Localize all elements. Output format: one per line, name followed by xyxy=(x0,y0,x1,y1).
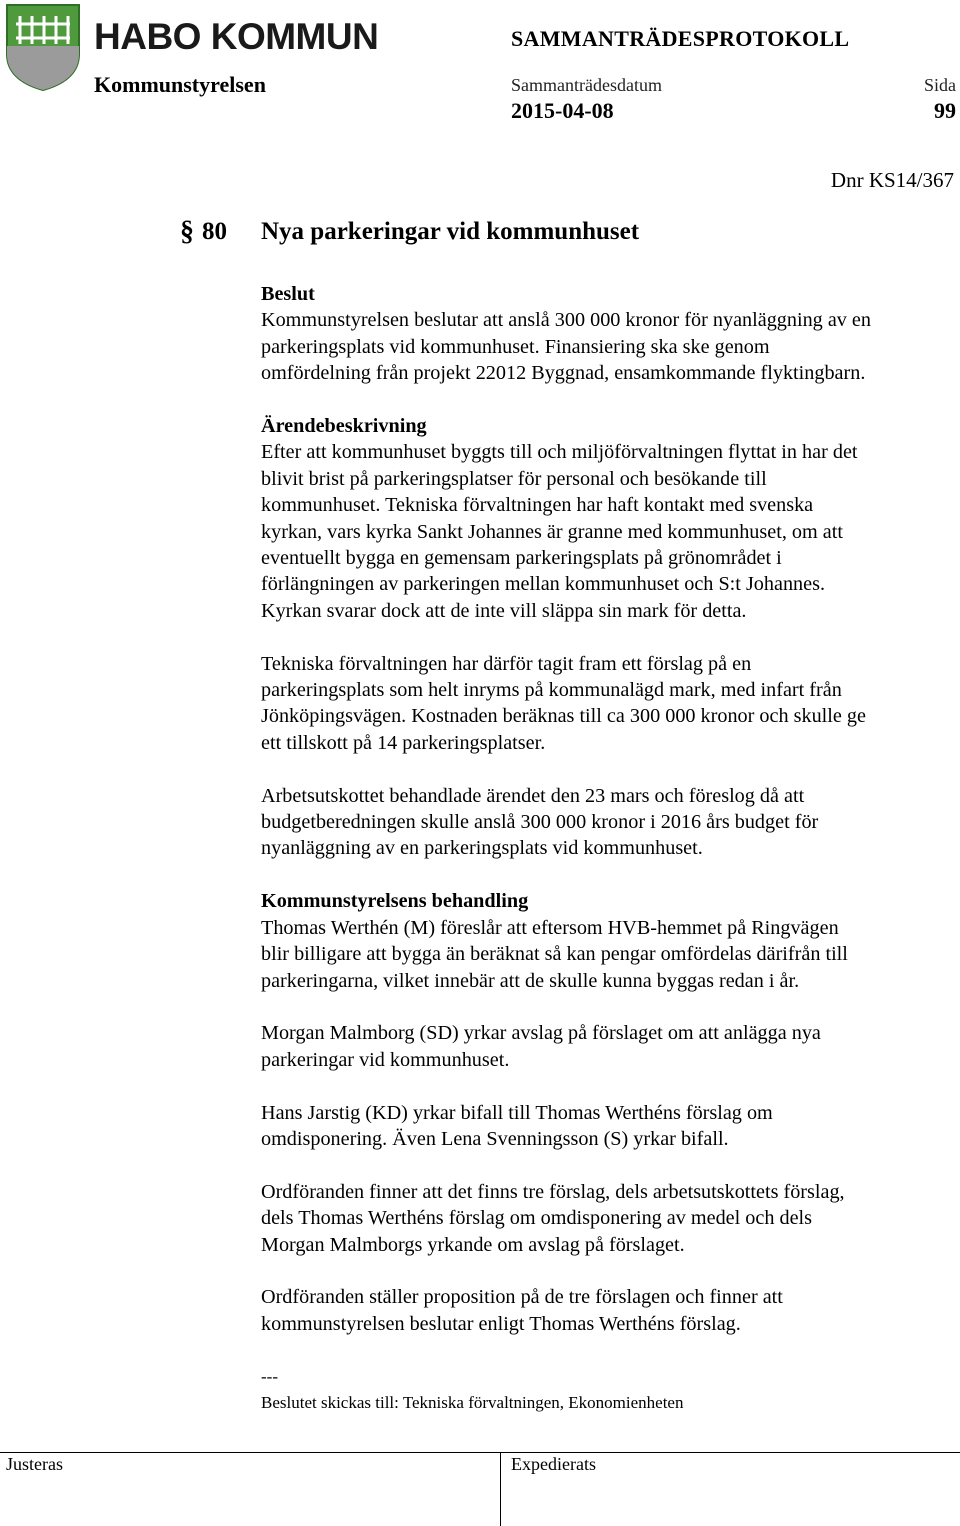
text-line: Tekniska förvaltningen har därför tagit fram ett förslag på en xyxy=(261,652,752,675)
document-body xyxy=(261,281,959,1416)
text-line: kommunhuset. Tekniska förvaltningen har haft kontakt med svenska xyxy=(261,494,814,517)
page-number: 99 xyxy=(934,98,956,123)
beslut-heading: Beslut xyxy=(261,283,315,305)
text-line: dels Thomas Werthéns förslag om omdisponering av medel och dels xyxy=(261,1207,812,1230)
text-line: Jönköpingsvägen. Kostnaden beräknas till ca 300 000 kronor och skulle ge xyxy=(261,705,866,728)
text-line: kyrkan, vars kyrka Sankt Johannes är granne med kommunhuset, om att xyxy=(261,520,843,543)
footer-column-divider xyxy=(500,1452,501,1526)
text-line: ett tillskott på 14 parkeringsplatser. xyxy=(261,731,546,754)
footer-divider xyxy=(0,1452,960,1453)
organization-name: Kommunstyrelsen xyxy=(94,72,266,97)
text-line: Ordföranden ställer proposition på de tre förslagen och finner att xyxy=(261,1286,783,1309)
coat-of-arms-icon xyxy=(4,2,82,92)
section-symbol: § xyxy=(180,216,194,247)
text-line: Morgan Malmborg (SD) yrkar avslag på förslaget om att anlägga nya xyxy=(261,1022,821,1045)
arendebeskrivning-heading: Ärendebeskrivning xyxy=(261,415,427,438)
logo-wordmark: HABO KOMMUN xyxy=(94,16,379,57)
date-value: 2015-04-08 xyxy=(511,98,614,123)
text-line: parkeringsplats vid kommunhuset. Finansiering ska ske genom xyxy=(261,335,770,358)
text-line: Efter att kommunhuset byggts till och miljöförvaltningen flyttat in har det xyxy=(261,441,858,464)
text-line: Ordföranden finner att det finns tre förslag, dels arbetsutskottets förslag, xyxy=(261,1180,845,1203)
text-line: budgetberedningen skulle anslå 300 000 kronor i 2016 års budget för xyxy=(261,811,819,834)
text-line: eventuellt bygga en gemensam parkeringsplats på grönområdet i xyxy=(261,547,782,570)
text-line: Kommunstyrelsen beslutar att anslå 300 000 kronor för nyanläggning av en xyxy=(261,309,871,332)
text-line: Arbetsutskottet behandlade ärendet den 23 mars och föreslog då att xyxy=(261,784,805,807)
page-label: Sida xyxy=(923,75,956,95)
text-line: förlängningen av parkeringen mellan kommunhuset och S:t Johannes. xyxy=(261,573,825,596)
distribution-note: Beslutet skickas till: Tekniska förvaltningen, Ekonomienheten xyxy=(261,1392,684,1412)
behandling-heading: Kommunstyrelsens behandling xyxy=(261,890,529,913)
date-label: Sammanträdesdatum xyxy=(511,75,662,95)
text-line: Hans Jarstig (KD) yrkar bifall till Thomas Werthéns förslag om xyxy=(261,1101,773,1124)
case-number: Dnr KS14/367 xyxy=(830,168,954,192)
justeras-label: Justeras xyxy=(6,1454,63,1474)
text-line: blir billigare att bygga än beräknat så kan pengar omfördelas därifrån till xyxy=(261,943,848,966)
text-line: nyanläggning av en parkeringsplats vid kommunhuset. xyxy=(261,837,703,860)
text-line: omdisponering. Även Lena Svenningsson (S) yrkar bifall. xyxy=(261,1127,729,1150)
text-line: omfördelning från projekt 22012 Byggnad, ensamkommande flyktingbarn. xyxy=(261,362,866,385)
text-line: parkeringarna, vilket innebär att de skulle kunna byggas redan i år. xyxy=(261,969,800,992)
text-line: Morgan Malmborgs yrkande om avslag på förslaget. xyxy=(261,1233,685,1256)
text-line: kommunstyrelsen beslutar enligt Thomas Werthéns förslag. xyxy=(261,1312,741,1335)
section-title: Nya parkeringar vid kommunhuset xyxy=(261,218,640,245)
separator: --- xyxy=(261,1366,278,1386)
text-line: Kyrkan svarar dock att de inte vill släppa sin mark för detta. xyxy=(261,599,747,622)
expedierats-label: Expedierats xyxy=(511,1454,596,1474)
section-number: 80 xyxy=(202,218,227,245)
text-line: blivit brist på parkeringsplatser för personal och besökande till xyxy=(261,467,767,490)
text-line: parkeringsplats som helt inryms på kommunalägd mark, med infart från xyxy=(261,679,842,702)
text-line: parkeringar vid kommunhuset. xyxy=(261,1048,510,1071)
text-line: Thomas Werthén (M) föreslår att eftersom HVB-hemmet på Ringvägen xyxy=(261,916,839,939)
document-type: SAMMANTRÄDESPROTOKOLL xyxy=(511,26,850,51)
